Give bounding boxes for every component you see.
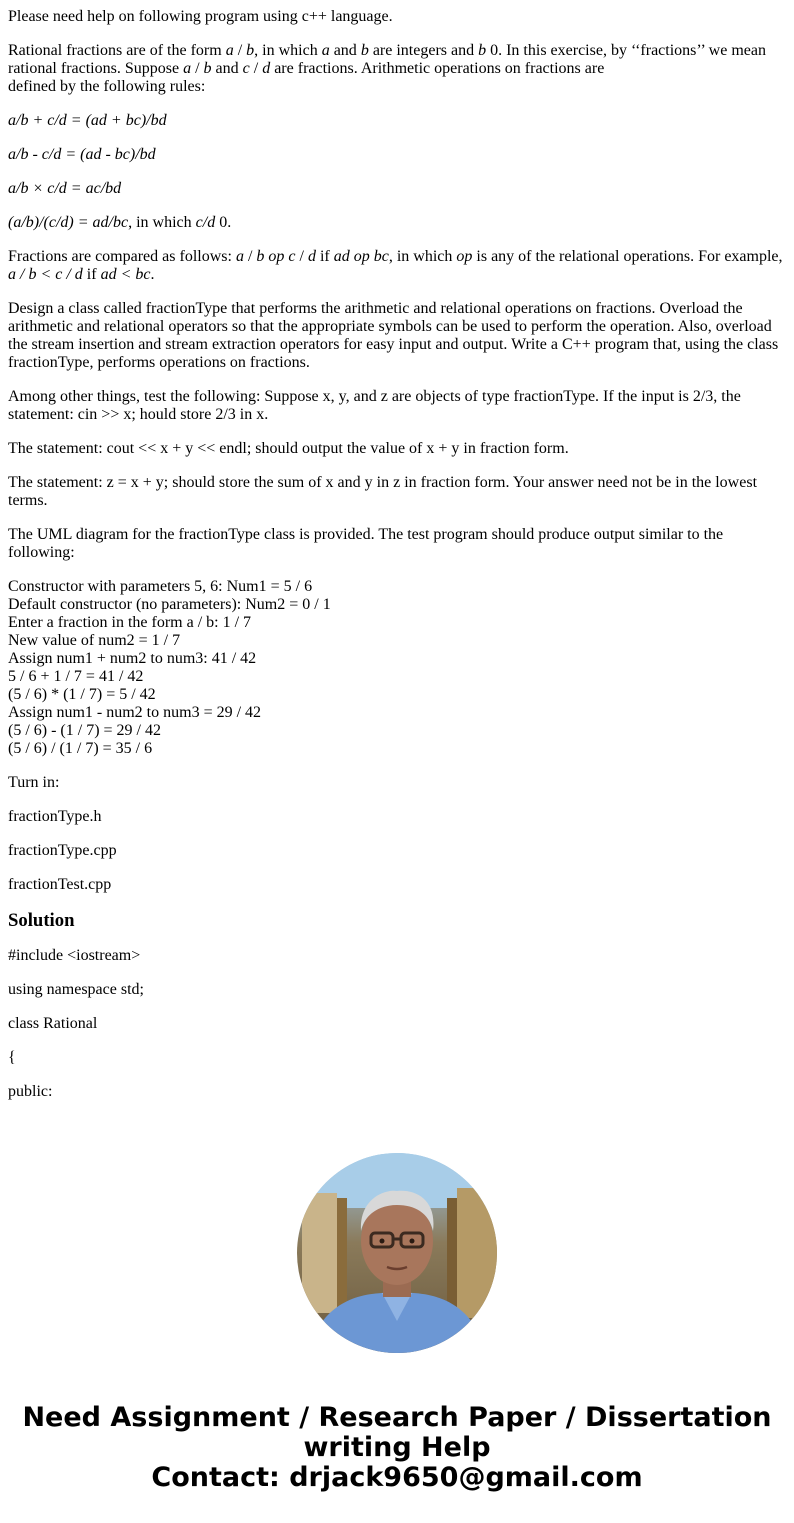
text-span: and: [211, 60, 243, 77]
formula: (a/b)/(c/d) = ad/bc: [8, 214, 129, 231]
file-name: fractionType.h: [8, 808, 102, 825]
var-d: d: [307, 248, 316, 265]
var-b: b: [246, 42, 255, 59]
design-paragraph: Design a class called fractionType that performs the arithmetic and relational operations on fractions. Overload the arithmetic and relational operators so that the appropriate symbols can be used to perform the operation. Also, overload the stream insertion and stream extraction operators for easy input and output. Write a C++ program that, using the class fractionType, performs operations on fractions.: [8, 300, 779, 371]
var-c: c: [242, 60, 250, 77]
output-line: New value of num2 = 1 / 7: [8, 632, 181, 649]
question-content: [8, 8, 786, 1117]
var-ad: ad: [333, 248, 350, 265]
var-a: a: [235, 248, 244, 265]
var-op: op: [353, 248, 370, 265]
text-span: are fractions. Arithmetic operations on fractions are: [270, 60, 605, 77]
code-line: #include <iostream>: [8, 947, 141, 964]
output-line: (5 / 6) - (1 / 7) = 29 / 42: [8, 722, 161, 739]
code-line: class Rational: [8, 1015, 98, 1032]
var-c: c: [288, 248, 296, 265]
tutor-avatar: [297, 1153, 497, 1353]
var-op: op: [268, 248, 285, 265]
example-expr: a / b < c / d: [8, 266, 83, 283]
text-span: , in which: [254, 42, 322, 59]
promo-line: writing Help: [303, 1432, 491, 1463]
solution-heading: Solution: [8, 910, 75, 931]
formula: a/b + c/d = (ad + bc)/bd: [8, 112, 167, 129]
var-b: b: [478, 42, 487, 59]
intro-text: Please need help on following program using c++ language.: [8, 8, 393, 25]
text-span: , in which: [388, 248, 457, 265]
output-line: Assign num1 - num2 to num3 = 29 / 42: [8, 704, 262, 721]
text-span: /: [243, 248, 257, 265]
promo-footer: [0, 1403, 794, 1493]
var-b: b: [256, 248, 265, 265]
text-span: 0. In this exercise, by ‘‘fractions’’ we mean rational fractions. Suppose: [8, 42, 766, 77]
output-line: Constructor with parameters 5, 6: Num1 = 5 / 6: [8, 578, 313, 595]
text-span: /: [233, 42, 247, 59]
output-line: (5 / 6) * (1 / 7) = 5 / 42: [8, 686, 156, 703]
formula: a/b - c/d = (ad - bc)/bd: [8, 146, 156, 163]
comparison-rule: [8, 248, 786, 284]
assign-statement: The statement: z = x + y; should store the sum of x and y in z in fraction form. Your answer need not be in the lowest terms.: [8, 474, 758, 509]
test-paragraph: Among other things, test the following: Suppose x, y, and z are objects of type fractionType. If the input is 2/3, the statement: cin >> x; hould store 2/3 in x.: [8, 388, 741, 423]
text-span: is any of the relational operations. For example,: [472, 248, 783, 265]
fraction-definition: [8, 42, 786, 96]
var-a: a: [183, 60, 192, 77]
uml-paragraph: The UML diagram for the fractionType class is provided. The test program should produce output similar to the following:: [8, 526, 724, 561]
code-line: public:: [8, 1083, 53, 1100]
var-cd: c/d: [195, 214, 216, 231]
text-span: 0.: [215, 214, 232, 231]
rule-addition: [8, 112, 786, 130]
output-line: Enter a fraction in the form a / b: 1 / 7: [8, 614, 252, 631]
example-expr: ad < bc: [100, 266, 151, 283]
rule-division: [8, 214, 786, 232]
tutor-photo-image: [297, 1153, 497, 1353]
text-span: Rational fractions are of the form: [8, 42, 226, 59]
turn-in-label: Turn in:: [8, 774, 60, 791]
text-span: if: [82, 266, 101, 283]
text-span: /: [191, 60, 204, 77]
code-line: using namespace std;: [8, 981, 144, 998]
var-op: op: [456, 248, 473, 265]
text-span: and: [329, 42, 361, 59]
output-line: Assign num1 + num2 to num3: 41 / 42: [8, 650, 257, 667]
var-d: d: [262, 60, 271, 77]
output-line: 5 / 6 + 1 / 7 = 41 / 42: [8, 668, 144, 685]
rule-subtraction: [8, 146, 786, 164]
file-name: fractionTest.cpp: [8, 876, 112, 893]
code-line: {: [8, 1049, 16, 1066]
output-line: (5 / 6) / (1 / 7) = 35 / 6: [8, 740, 153, 757]
text-span: defined by the following rules:: [8, 78, 206, 95]
sample-output: [8, 578, 786, 758]
var-b: b: [203, 60, 212, 77]
var-a: a: [321, 42, 330, 59]
var-b: b: [360, 42, 369, 59]
text-span: , in which: [128, 214, 196, 231]
rule-multiplication: [8, 180, 786, 198]
text-span: /: [295, 248, 308, 265]
var-bc: bc: [373, 248, 389, 265]
text-span: .: [150, 266, 155, 283]
text-span: are integers and: [368, 42, 479, 59]
promo-contact: Contact: drjack9650@gmail.com: [151, 1462, 643, 1493]
formula: a/b × c/d = ac/bd: [8, 180, 122, 197]
cout-statement: The statement: cout << x + y << endl; should output the value of x + y in fraction form.: [8, 440, 569, 457]
text-span: /: [249, 60, 263, 77]
promo-line: Need Assignment / Research Paper / Dissertation: [22, 1402, 772, 1433]
output-line: Default constructor (no parameters): Num2 = 0 / 1: [8, 596, 331, 613]
text-span: if: [315, 248, 334, 265]
text-span: Fractions are compared as follows:: [8, 248, 236, 265]
file-name: fractionType.cpp: [8, 842, 117, 859]
var-a: a: [225, 42, 234, 59]
